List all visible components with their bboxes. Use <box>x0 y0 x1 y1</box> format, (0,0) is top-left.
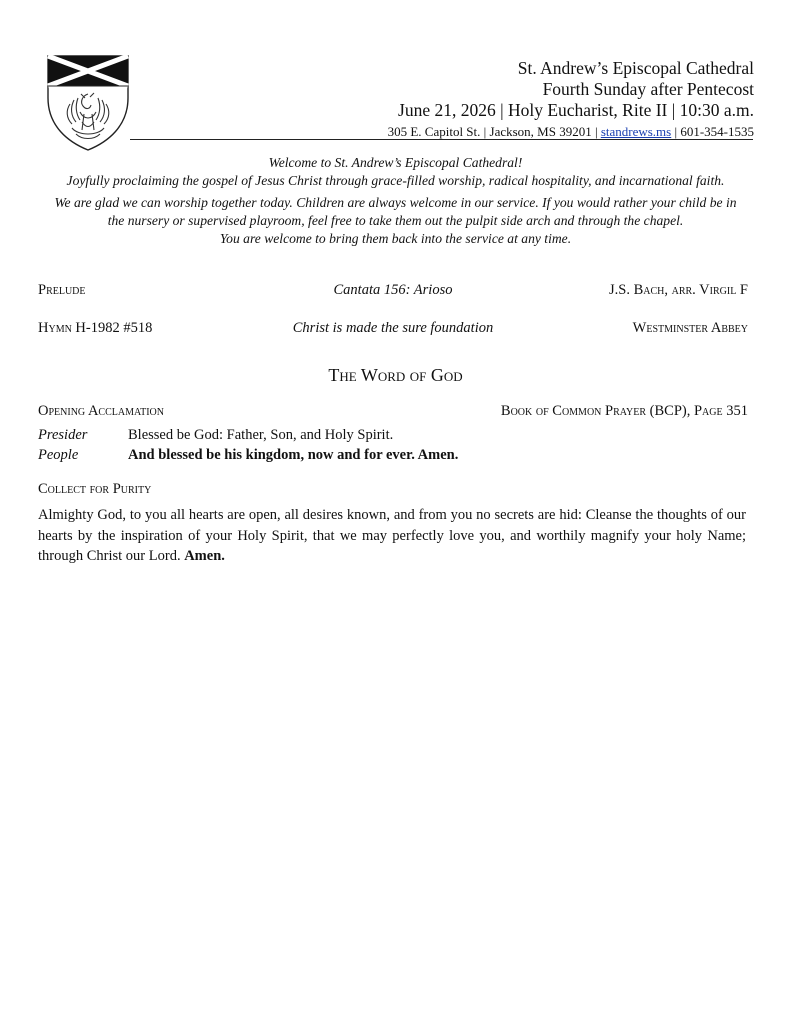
contact-line <box>388 123 754 140</box>
phone: | 601-354-1535 <box>674 124 754 139</box>
bcp-reference: Book of Common Prayer (BCP), Page 351 <box>500 403 748 419</box>
prelude-composer: J.S. Bach, arr. Virgil F <box>609 282 748 298</box>
liturgical-day: Fourth Sunday after Pentecost <box>542 79 754 99</box>
cathedral-shield-logo <box>46 54 130 152</box>
service-date-line: June 21, 2026 | Holy Eucharist, Rite II | 10:30 a.m. <box>398 100 754 120</box>
welcome-line-3: We are glad we can worship together today. Children are always welcome in our service. If you would rather your child be in <box>54 195 737 210</box>
people-role: People <box>38 447 79 463</box>
presider-role: Presider <box>38 427 88 443</box>
hymn-title: Christ is made the sure foundation <box>292 320 494 336</box>
opening-acclamation-label: Opening Acclamation <box>38 403 164 419</box>
welcome-line-4: the nursery or supervised playroom, feel free to take them out the pulpit side arch and through the chapel. <box>107 213 684 228</box>
cathedral-name: St. Andrew’s Episcopal Cathedral <box>517 58 754 78</box>
address: 305 E. Capitol St. | Jackson, MS 39201 | <box>387 124 598 139</box>
people-text: And blessed be his kingdom, now and for ever. Amen. <box>128 447 459 463</box>
prelude-label: Prelude <box>38 282 86 298</box>
collect-body: Almighty God, to you all hearts are open, all desires known, and from you no secrets are hid: Cleanse the thoughts of our hearts by the inspiration of your Holy Spirit, that we may perfectly love you, and worthily magnify your holy Name; through Christ our Lord. <box>38 507 746 564</box>
collect-text <box>38 505 746 567</box>
welcome-line-5: You are welcome to bring them back into the service at any time. <box>219 231 572 246</box>
section-title: The Word of God <box>328 365 463 385</box>
header-block <box>388 58 754 140</box>
welcome-message <box>30 154 761 248</box>
welcome-line-2: Joyfully proclaiming the gospel of Jesus Christ through grace-filled worship, radical hospitality, and incarnational faith. <box>66 173 725 188</box>
collect-heading: Collect for Purity <box>38 481 152 497</box>
collect-amen: Amen. <box>184 548 225 564</box>
presider-text: Blessed be God: Father, Son, and Holy Spirit. <box>128 427 394 443</box>
website-link[interactable]: standrews.ms <box>600 124 672 139</box>
welcome-line-1: Welcome to St. Andrew’s Episcopal Cathedral! <box>268 155 523 170</box>
prelude-title: Cantata 156: Arioso <box>333 282 453 298</box>
hymn-tune: Westminster Abbey <box>632 320 748 336</box>
hymn-label: Hymn H-1982 #518 <box>38 320 153 336</box>
header-divider <box>130 139 753 140</box>
